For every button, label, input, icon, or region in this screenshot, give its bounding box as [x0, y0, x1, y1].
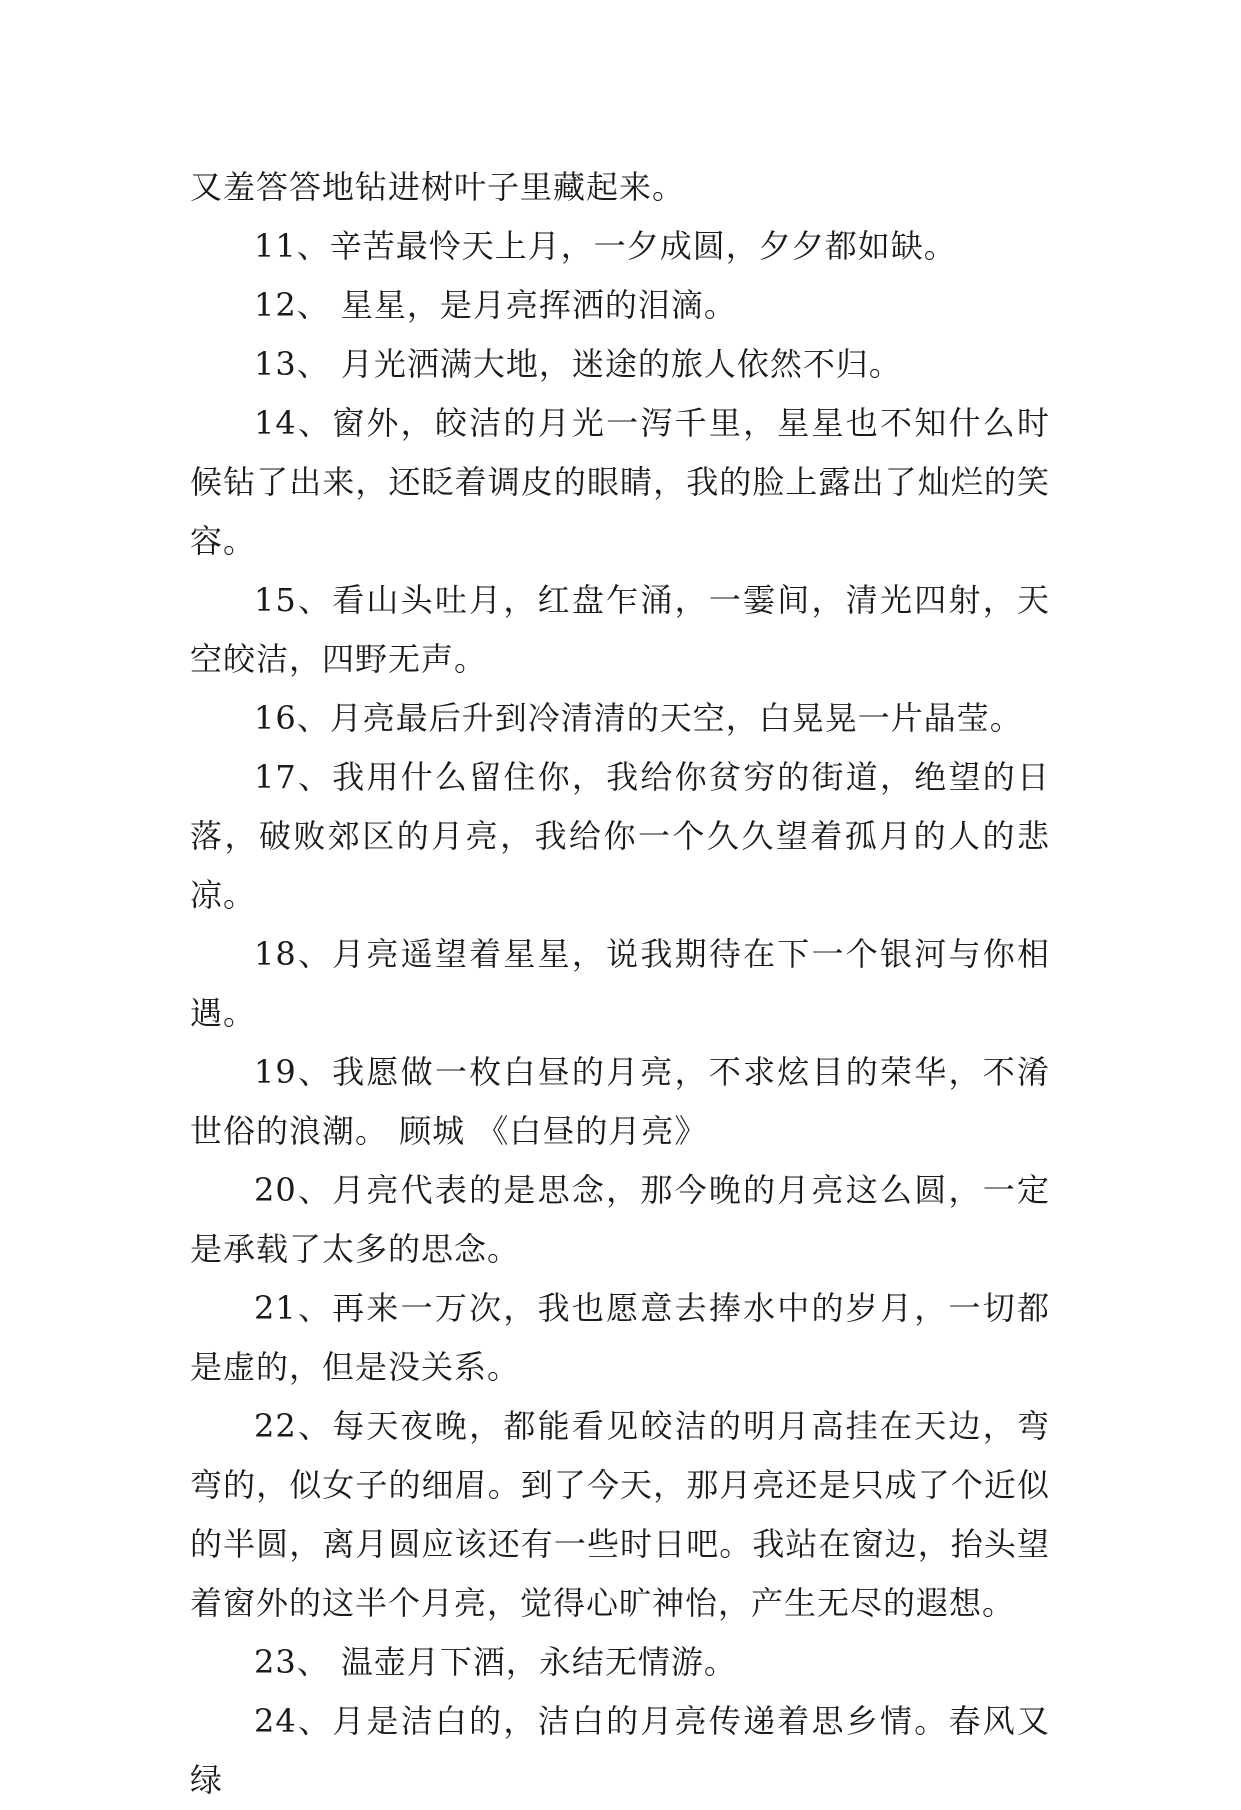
paragraph-15: 15、看山头吐月，红盘乍涌，一霎间，清光四射，天空皎洁，四野无声。: [190, 581, 1050, 678]
paragraph-24: 24、月是洁白的，洁白的月亮传递着思乡情。春风又绿: [190, 1702, 1050, 1799]
paragraph-16: 16、月亮最后升到冷清清的天空，白晃晃一片晶莹。: [254, 699, 1023, 737]
paragraph-continuation: 又羞答答地钻进树叶子里藏起来。: [190, 168, 686, 206]
paragraph-12: 12、 星星，是月亮挥洒的泪滴。: [254, 286, 737, 324]
paragraph-14: 14、窗外，皎洁的月光一泻千里，星星也不知什么时候钻了出来，还眨着调皮的眼睛，我的脸上露出了灿烂的笑容。: [190, 404, 1050, 560]
paragraph-18: 18、月亮遥望着星星，说我期待在下一个银河与你相遇。: [190, 935, 1050, 1032]
paragraph-20: 20、月亮代表的是思念，那今晚的月亮这么圆，一定是承载了太多的思念。: [190, 1171, 1050, 1268]
paragraph-17: 17、我用什么留住你，我给你贫穷的街道，绝望的日落，破败郊区的月亮，我给你一个久久望着孤月的人的悲凉。: [190, 758, 1050, 914]
paragraph-13: 13、 月光洒满大地，迷途的旅人依然不归。: [254, 345, 902, 383]
paragraph-21: 21、再来一万次，我也愿意去捧水中的岁月，一切都是虚的，但是没关系。: [190, 1289, 1050, 1386]
paragraph-23: 23、 温壶月下酒，永结无情游。: [254, 1643, 737, 1681]
paragraph-11: 11、辛苦最怜天上月，一夕成圆，夕夕都如缺。: [254, 227, 957, 265]
paragraph-22: 22、每天夜晚，都能看见皎洁的明月高挂在天边，弯弯的，似女子的细眉。到了今天，那月亮还是只成了个近似的半圆，离月圆应该还有一些时日吧。我站在窗边，抬头望着窗外的这半个月亮，觉得心旷神怡，产生无尽的遐想。: [190, 1407, 1050, 1622]
document-body: [190, 158, 1050, 1810]
paragraph-19: 19、我愿做一枚白昼的月亮，不求炫目的荣华，不淆世俗的浪潮。 顾城 《白昼的月亮》: [190, 1053, 1050, 1150]
